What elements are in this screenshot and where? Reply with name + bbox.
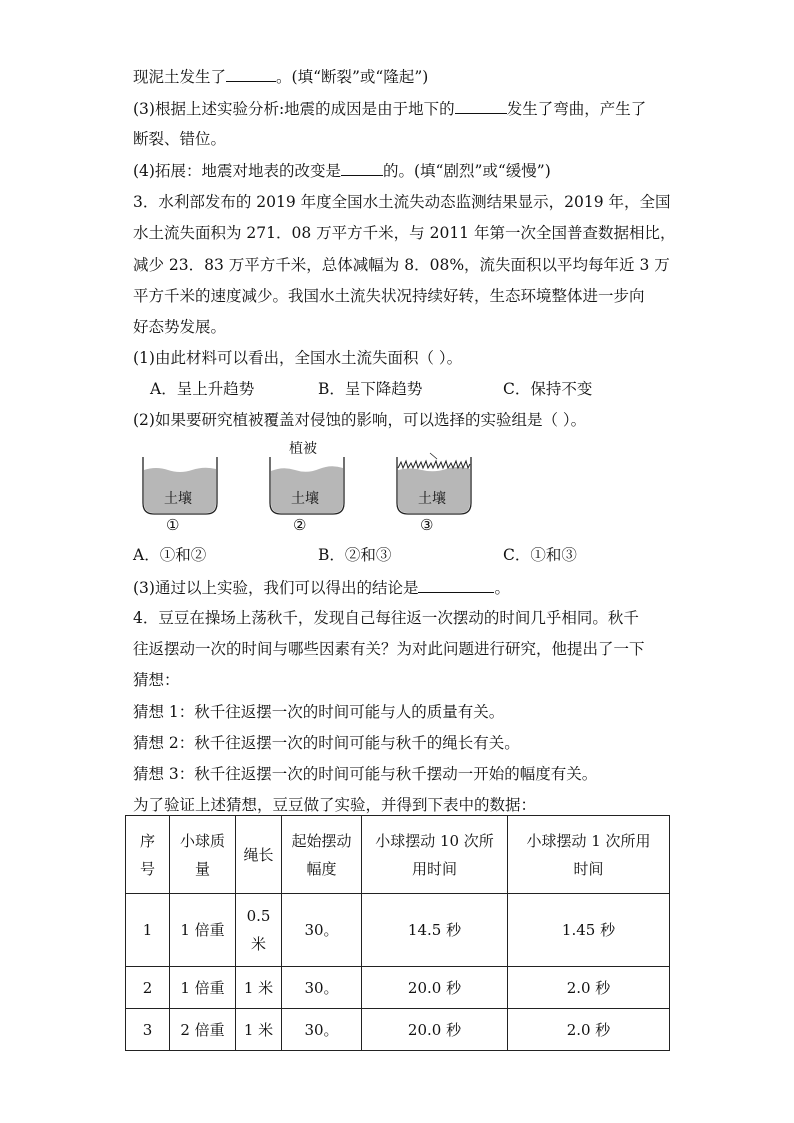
option-a[interactable]: A．呈上升趋势: [150, 380, 255, 398]
text-line: 3．水利部发布的 2019 年度全国水土流失动态监测结果显示，2019 年，全国: [133, 193, 671, 211]
table-row: [126, 1009, 670, 1051]
cup-number-1: ①: [166, 516, 180, 534]
table-header-row: [126, 816, 670, 894]
table-cell: 2 倍重: [170, 1009, 236, 1051]
vegetation-label: 植被: [289, 441, 317, 457]
option-c[interactable]: C．保持不变: [503, 380, 593, 398]
option-c[interactable]: C．①和③: [503, 546, 577, 564]
text-line: 往返摆动一次的时间与哪些因素有关？为对此问题进行研究，他提出了一下: [133, 640, 645, 658]
table-cell: 14.5 秒: [362, 894, 508, 967]
table-cell: 30。: [282, 1009, 362, 1051]
table-header: 小球摆动 1 次所用 时间: [508, 816, 670, 894]
text-line: (4)拓展：地震对地表的改变是 的。(填“剧烈”或“缓慢”): [133, 162, 551, 180]
fill-blank[interactable]: [341, 160, 383, 176]
table-header: 序 号: [126, 816, 170, 894]
text-line: 减少 23．83 万平方千米，总体减幅为 8．08%，流失面积以平均每年近 3 万: [133, 256, 670, 274]
cup-number-2: ②: [293, 516, 307, 534]
pendulum-data-table: [125, 815, 670, 1051]
table-header: 起始摆动 幅度: [282, 816, 362, 894]
question-3: (3)通过以上实验，我们可以得出的结论是 。: [133, 579, 510, 597]
table-cell: 30。: [282, 894, 362, 967]
question-2: (2)如果要研究植被覆盖对侵蚀的影响，可以选择的实验组是（ ）。: [133, 411, 587, 429]
table-header: 小球摆动 10 次所 用时间: [362, 816, 508, 894]
table-cell: 2.0 秒: [508, 967, 670, 1009]
hypothesis-2: 猜想 2：秋千往返摆一次的时间可能与秋千的绳长有关。: [133, 734, 520, 752]
table-cell: 3: [126, 1009, 170, 1051]
option-a[interactable]: A．①和②: [133, 546, 207, 564]
fill-blank[interactable]: [418, 577, 494, 593]
table-cell: 1 米: [236, 1009, 282, 1051]
fill-blank[interactable]: [226, 66, 276, 82]
table-cell: 20.0 秒: [362, 1009, 508, 1051]
text-line: 水土流失面积为 271．08 万平方千米，与 2011 年第一次全国普查数据相比，: [133, 224, 676, 242]
table-cell: 30。: [282, 967, 362, 1009]
soil-label-2: 土壤: [291, 491, 319, 507]
table-cell: 2.0 秒: [508, 1009, 670, 1051]
cup-number-3: ③: [420, 516, 434, 534]
option-b[interactable]: B．②和③: [318, 546, 392, 564]
table-cell: 2: [126, 967, 170, 1009]
text-line: 断裂、错位。: [133, 130, 227, 148]
table-cell: 1 倍重: [170, 894, 236, 967]
hypothesis-1: 猜想 1：秋千往返摆一次的时间可能与人的质量有关。: [133, 703, 505, 721]
table-cell: 0.5 米: [236, 894, 282, 967]
text-line: 为了验证上述猜想，豆豆做了实验，并得到下表中的数据：: [133, 796, 537, 814]
text-line: 猜想：: [133, 671, 180, 689]
table-cell: 20.0 秒: [362, 967, 508, 1009]
text-line: 现泥土发生了 。(填“断裂”或“隆起”): [133, 68, 429, 86]
hypothesis-3: 猜想 3：秋千往返摆一次的时间可能与秋千摆动一开始的幅度有关。: [133, 765, 598, 783]
table-cell: 1 倍重: [170, 967, 236, 1009]
table-cell: 1: [126, 894, 170, 967]
table-row: [126, 967, 670, 1009]
table-header: 绳长: [236, 816, 282, 894]
question-1: (1)由此材料可以看出，全国水土流失面积（ ）。: [133, 349, 463, 367]
table-cell: 1 米: [236, 967, 282, 1009]
table-header: 小球质 量: [170, 816, 236, 894]
text-line: (3)根据上述实验分析:地震的成因是由于地下的 发生了弯曲，产生了: [133, 100, 647, 118]
text-line: 好态势发展。: [133, 318, 227, 336]
table-row: [126, 894, 670, 967]
text-line: 4．豆豆在操场上荡秋千，发现自己每往返一次摆动的时间几乎相同。秋千: [133, 609, 639, 627]
vegetation-grass-icon: [398, 461, 470, 468]
soil-label-3: 土壤: [418, 491, 446, 507]
table-cell: 1.45 秒: [508, 894, 670, 967]
option-b[interactable]: B．呈下降趋势: [318, 380, 423, 398]
text-line: 平方千米的速度减少。我国水土流失状况持续好转，生态环境整体进一步向: [133, 287, 645, 305]
soil-label-1: 土壤: [164, 491, 192, 507]
fill-blank[interactable]: [455, 98, 507, 114]
